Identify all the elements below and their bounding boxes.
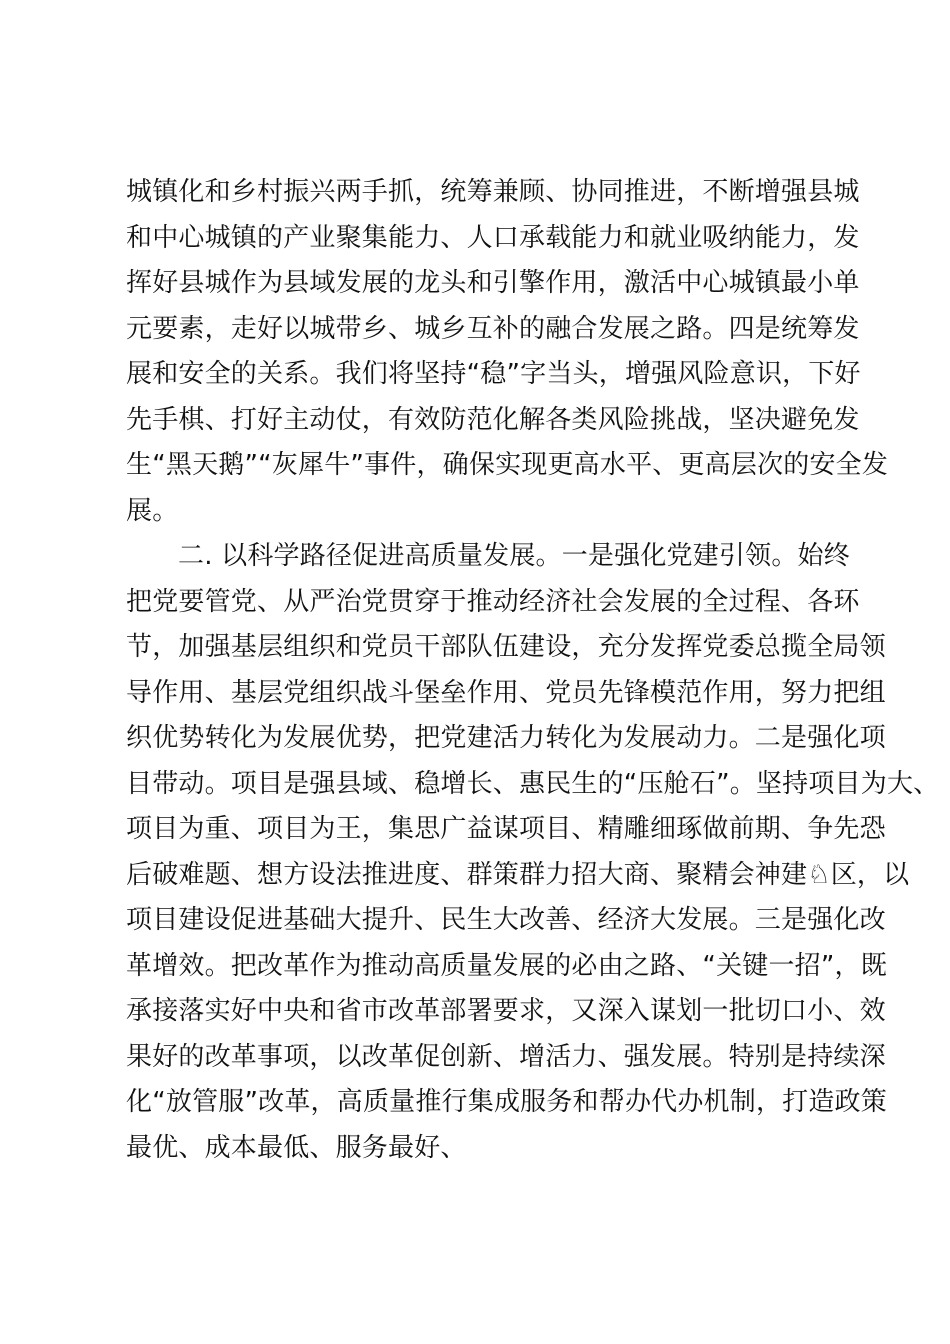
text-line: 承接落实好中央和省市改革部署要求，又深入谋划一批切口小、效 <box>126 996 886 1026</box>
text-line: 革增效。把改革作为推动高质量发展的必由之路、“关键一招”，既 <box>126 950 887 981</box>
text-line: 织优势转化为发展优势，把党建活力转化为发展动力。二是强化项 <box>126 723 886 753</box>
text-line: 导作用、基层党组织战斗堡垒作用、党员先锋模范作用，努力把组 <box>126 677 886 708</box>
text-line: 先手棋、打好主动仗，有效防范化解各类风险挑战，坚决避免发 <box>126 404 860 435</box>
text-line: 项目建设促进基础大提升、民生大改善、经济大发展。三是强化改 <box>126 905 886 935</box>
text-line: 城镇化和乡村振兴两手抓，统筹兼顾、协同推进，不断增强县城 <box>126 177 860 207</box>
text-line: 果好的改革事项，以改革促创新、增活力、强发展。特别是持续深 <box>126 1041 886 1072</box>
document-body <box>126 170 940 1171</box>
text-line: 把党要管党、从严治党贯穿于推动经济社会发展的全过程、各环 <box>126 586 860 617</box>
text-line: 元要素，走好以城带乡、城乡互补的融合发展之路。四是统筹发 <box>126 313 860 344</box>
text-line: 节，加强基层组织和党员干部队伍建设，充分发挥党委总揽全局领 <box>126 632 886 662</box>
text-line: 挥好县城作为县域发展的龙头和引擎作用，激活中心城镇最小单 <box>126 268 860 298</box>
section-heading-line: 二. 以科学路径促进高质量发展。一是强化党建引领。始终 <box>178 541 850 571</box>
text-line: 最优、成本最低、服务最好、 <box>126 1132 467 1163</box>
text-line: 目带动。项目是强县域、稳增长、惠民生的“压舱石”。坚持项目为大、 <box>126 768 940 799</box>
text-line: 项目为重、项目为王，集思广益谋项目、精雕细琢做前期、争先恐 <box>126 814 886 844</box>
text-line: 生“黑天鹅”“灰犀牛”事件，确保实现更高水平、更高层次的安全发 <box>126 450 889 480</box>
text-line: 和中心城镇的产业聚集能力、人口承载能力和就业吸纳能力，发 <box>126 222 860 253</box>
text-line: 化“放管服”改革，高质量推行集成服务和帮办代办机制，打造政策 <box>126 1087 887 1117</box>
text-line: 展。 <box>126 495 179 526</box>
text-line: 展和安全的关系。我们将坚持“稳”字当头，增强风险意识，下好 <box>126 359 861 389</box>
text-line: 后破难题、想方设法推进度、群策群力招大商、聚精会神建♘区，以 <box>126 859 910 890</box>
